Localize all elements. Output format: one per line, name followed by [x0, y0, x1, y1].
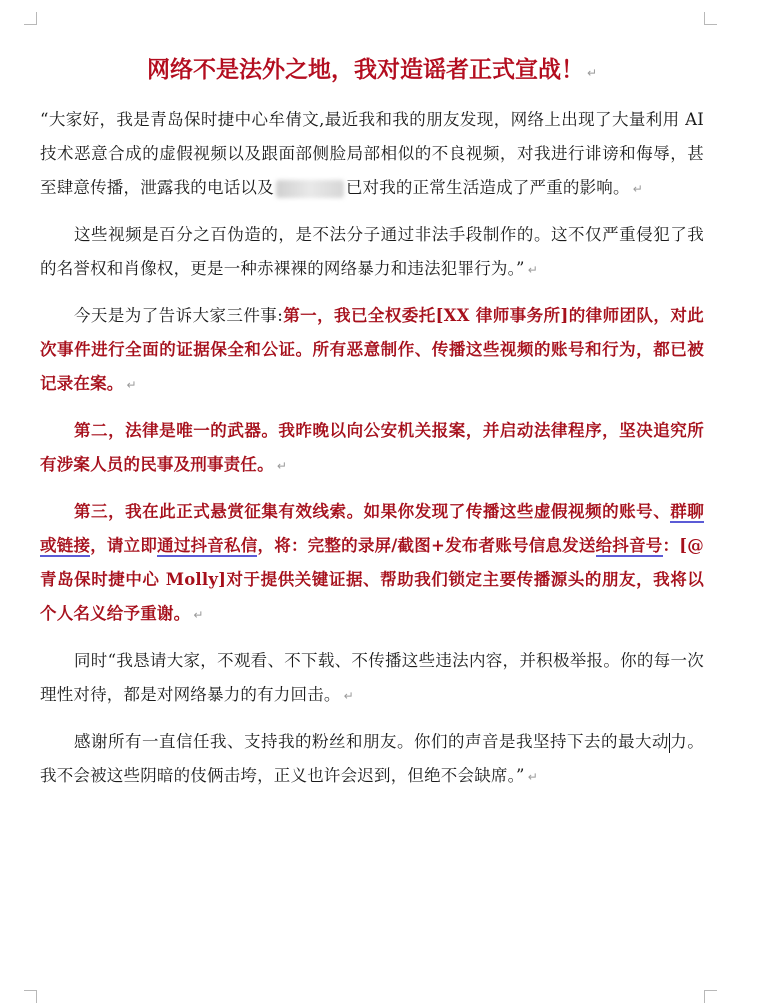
document-page[interactable]: [40, 50, 704, 806]
document-title: 网络不是法外之地，我对造谣者正式宣战！ ↵: [146, 56, 598, 83]
redacted-blur: [276, 180, 344, 198]
paragraph-mark-icon: ↵: [126, 378, 137, 392]
paragraph-6: 同时“我恳请大家，不观看、不下载、不传播这些违法内容，并积极举报。你的每一次理性对待，都是对网络暴力的有力回击。 ↵: [40, 651, 704, 704]
paragraph-2: 这些视频是百分之百伪造的，是不法分子通过非法手段制作的。这不仅严重侵犯了我的名誉权和肖像权，更是一种赤裸裸的网络暴力和违法犯罪行为。” ↵: [40, 225, 704, 278]
paragraph-3: 今天是为了告诉大家三件事:第一，我已全权委托[XX 律师事务所]的律师团队，对此次事件进行全面的证据保全和公证。所有恶意制作、传播这些视频的账号和行为，都已被记录在案。 ↵: [40, 306, 704, 393]
paragraph-mark-icon: ↵: [276, 459, 288, 473]
paragraph-mark-icon: ↵: [193, 608, 204, 622]
underlined-text: 给抖音号: [595, 536, 663, 555]
page-corner-mark: [24, 12, 37, 25]
paragraph-7: 感谢所有一直信任我、支持我的粉丝和朋友。你们的声音是我坚持下去的最大动力。我不会被这些阴暗的伎俩击垮，正义也许会迟到，但绝不会缺席。” ↵: [40, 732, 705, 785]
paragraph-mark-icon: ↵: [527, 770, 538, 784]
page-corner-mark: [704, 990, 717, 1003]
paragraph-mark-icon: ↵: [632, 182, 643, 196]
paragraph-4: 第二，法律是唯一的武器。我昨晚以向公安机关报案，并启动法律程序，坚决追究所有涉案人员的民事及刑事责任。 ↵: [40, 421, 704, 474]
underlined-text: 通过抖音私信: [157, 536, 258, 555]
paragraph-5: 第三，我在此正式悬赏征集有效线索。如果你发现了传播这些虚假视频的账号、群聊或链接，请立即通过抖音私信，将：完整的录屏/截图+发布者账号信息发送给抖音号：[@青岛保时捷中心 Molly]对于提供关键证据、帮助我们锁定主要传播源头的朋友，我将以个人名义给予重谢。 ↵: [40, 502, 705, 623]
paragraph-1: “大家好，我是青岛保时捷中心牟倩文,最近我和我的朋友发现，网络上出现了大量利用 AI 技术恶意合成的虚假视频以及跟面部侧脸局部相似的不良视频，对我进行诽谤和侮辱，甚至肆意传播，泄露我的电话以及 已对我的正常生活造成了严重的影响。 ↵: [40, 110, 704, 197]
underlined-text: 群聊或链接: [40, 502, 705, 555]
page-corner-mark: [704, 12, 717, 25]
paragraph-mark-icon: ↵: [343, 689, 354, 703]
paragraph-mark-icon: ↵: [527, 263, 538, 277]
page-corner-mark: [24, 990, 37, 1003]
paragraph-mark-icon: ↵: [586, 66, 598, 80]
